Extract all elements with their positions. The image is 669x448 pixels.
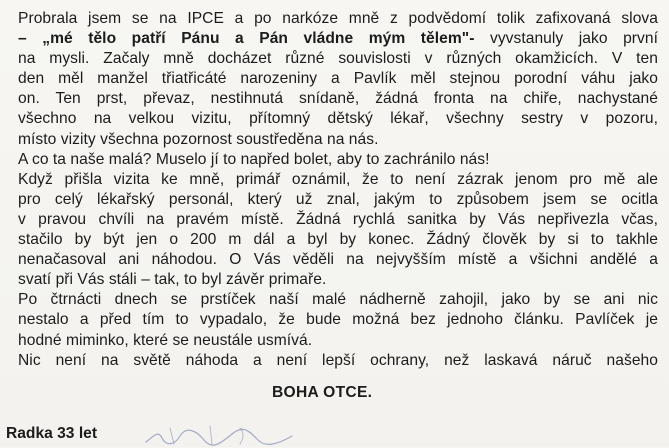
text-segment: vyvstanuly jako první: [489, 30, 658, 48]
text-line: A co ta naše malá? Muselo jí to napřed bolet, aby to zachránilo nás!: [18, 150, 490, 168]
text-line: pro celý lékařský personál, který už znal, jakým to způsobem jsem se ocitla: [18, 190, 658, 208]
text-line: Nic není na světě náhoda a není lepší ochrany, než laskavá náruč našeho: [18, 351, 658, 369]
closing-line: BOHA OTCE.: [272, 384, 373, 401]
text-line: Když přišla vizita ke mně, primář oznámil, že to není zázrak jenom pro mě ale: [18, 170, 658, 188]
text-line: svatí při Vás stáli – tak, to byl závěr primaře.: [18, 271, 327, 289]
text-line: nenačasoval ani náhodou. O Vás věděli na nejvyšším místě a všichni andělé a: [18, 251, 658, 269]
emphasized-text: mé tělo patří Pánu a Pán vládne mým tělem: [50, 30, 462, 48]
text-line: stačilo by být jen o 200 m dál a byl by konec. Žádný člověk by si to takhle: [18, 231, 658, 249]
text-line: všechno na velkou vizitu, přítomný dětský lékař, všechny sestry v pozoru,: [18, 110, 658, 128]
text-line: on. Ten prst, převaz, nestihnutá snídaně, žádná fronta na chiře, nachystané: [18, 90, 658, 108]
handwritten-note-icon: [140, 418, 300, 448]
emphasized-text: "-: [461, 30, 490, 48]
text-line: na mysli. Začaly mně docházet různé souvislosti v různých okamžicích. V ten: [18, 50, 658, 68]
text-line: nestalo a před tím to vypadalo, že bude možná bez jednoho článku. Pavlíček je: [18, 311, 658, 329]
signature-name: Radka 33 let: [6, 425, 98, 442]
text-line: Po čtrnácti dnech se prstíček naší malé nádherně zahojil, jako by se ani nic: [18, 291, 658, 309]
text-line: hodné miminko, které se neustále usmívá.: [18, 331, 313, 349]
body-text: [18, 9, 658, 371]
emphasized-text: – „: [18, 30, 51, 48]
text-line: Probrala jsem se na IPCE a po narkóze mně z podvědomí tolik zafixovaná slova: [18, 10, 658, 27]
text-line: den měl manžel třiatřicáté narozeniny a Pavlík měl stejnou porodní váhu jako: [18, 70, 658, 88]
text-line: místo vizity všechna pozornost soustředěna na nás.: [18, 130, 379, 148]
text-line: v pravou chvíli na pravém místě. Žádná rychlá sanitka by Vás nepřivezla včas,: [18, 210, 658, 228]
text-line: [18, 29, 658, 49]
